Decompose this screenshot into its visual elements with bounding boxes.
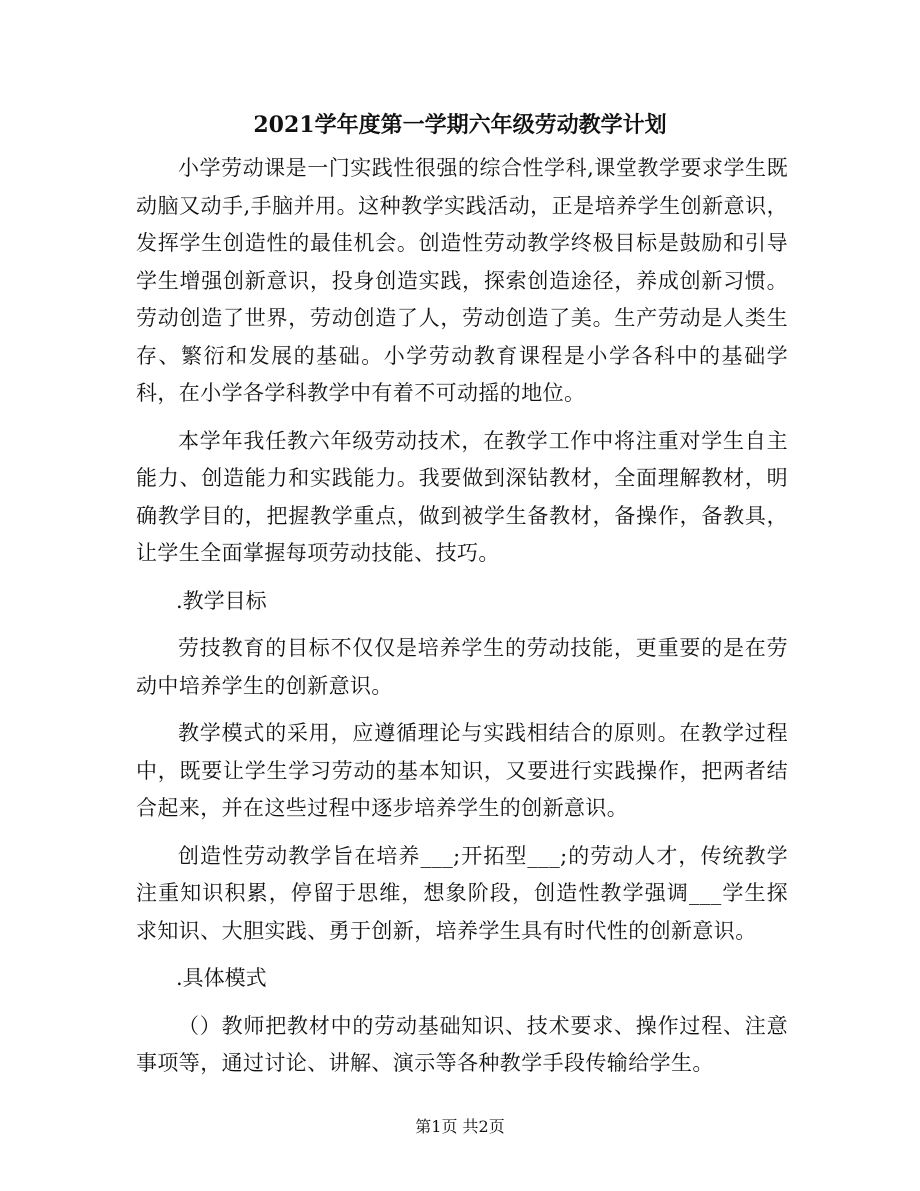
section-heading: .具体模式: [176, 966, 267, 990]
section-heading: .教学目标: [176, 588, 267, 613]
body-paragraph: 创造性劳动教学旨在培养___;开拓型___;的劳动人才，传统教学注重知识积累，停留于思维，想象阶段，创造性教学强调___学生探求知识、大胆实践、勇于创新，培养学生具有时代性的创新意识。: [136, 843, 788, 943]
document-body: [136, 150, 788, 1093]
page-number-footer: 第1页 共2页: [415, 1117, 505, 1136]
body-paragraph: 本学年我任教六年级劳动技术，在教学工作中将注重对学生自主能力、创造能力和实践能力。我要做到深钻教材，全面理解教材，明确教学目的，把握教学重点，做到被学生备教材，备操作，备教具，让学生全面掌握每项劳动技能、技巧。: [136, 428, 788, 565]
body-paragraph: （）教师把教材中的劳动基础知识、技术要求、操作过程、注意事项等，通过讨论、讲解、演示等各种教学手段传输给学生。: [136, 1013, 788, 1075]
body-paragraph: 教学模式的采用，应遵循理论与实践相结合的原则。在教学过程中，既要让学生学习劳动的基本知识，又要进行实践操作，把两者结合起来，并在这些过程中逐步培养学生的创新意识。: [136, 721, 788, 820]
body-paragraph: 小学劳动课是一门实践性很强的综合性学科,课堂教学要求学生既动脑又动手,手脑并用。这种教学实践活动，正是培养学生创新意识，发挥学生创造性的最佳机会。创造性劳动教学终极目标是鼓励和引导学生增强创新意识，投身创造实践，探索创造途径，养成创新习惯。劳动创造了世界，劳动创造了人，劳动创造了美。生产劳动是人类生存、繁衍和发展的基础。小学劳动教育课程是小学各科中的基础学科，在小学各学科教学中有着不可动摇的地位。: [136, 156, 788, 405]
body-paragraph: 劳技教育的目标不仅仅是培养学生的劳动技能，更重要的是在劳动中培养学生的创新意识。: [136, 636, 788, 698]
document-title: 2021学年度第一学期六年级劳动教学计划: [253, 112, 667, 138]
